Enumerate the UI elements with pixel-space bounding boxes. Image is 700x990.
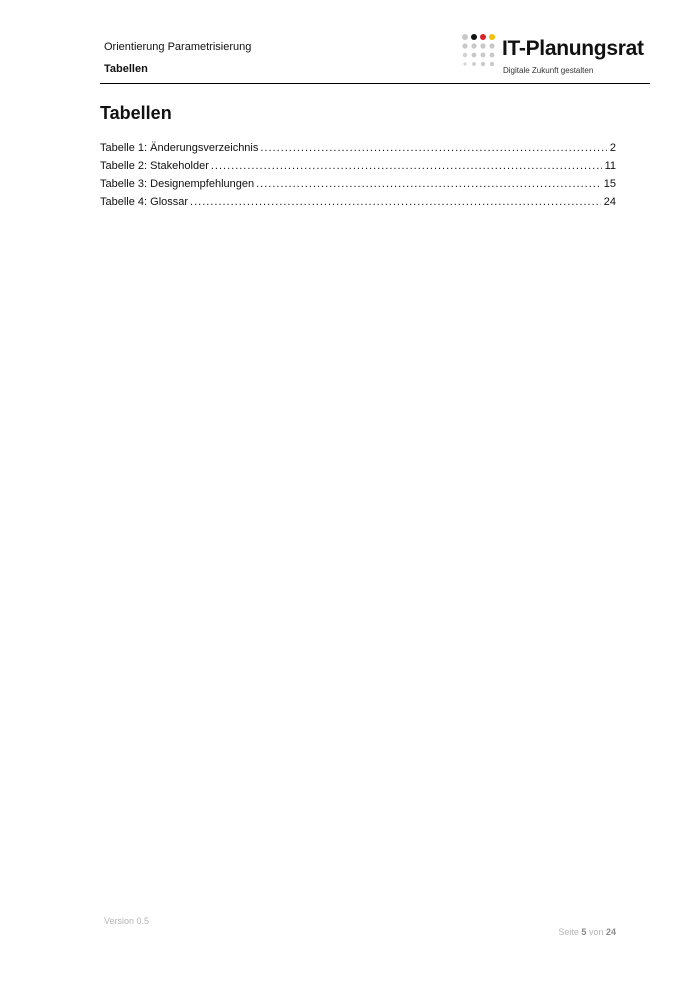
footer-page-number [558, 927, 616, 937]
logo-tagline: Digitale Zukunft gestalten [503, 66, 594, 75]
logo-dots-icon [461, 33, 497, 69]
toc-entry[interactable] [100, 175, 616, 193]
logo-title: IT-Planungsrat [502, 37, 644, 60]
toc-entry-page[interactable]: 2 [609, 142, 616, 154]
toc-entry[interactable] [100, 193, 616, 211]
page-prefix: Seite [558, 927, 579, 937]
toc-dot-leader [260, 139, 607, 157]
toc-entry-page[interactable]: 11 [604, 160, 616, 172]
current-page: 5 [581, 927, 587, 937]
header-divider [100, 83, 650, 84]
toc-dot-leader [190, 193, 601, 211]
page-title: Tabellen [100, 103, 172, 123]
header-section-title: Tabellen [104, 63, 148, 75]
toc-entry-label[interactable]: Tabelle 3: Designempfehlungen [100, 178, 255, 190]
page-separator: von [588, 927, 604, 937]
toc-entry[interactable] [100, 139, 616, 157]
toc-entry-label[interactable]: Tabelle 1: Änderungsverzeichnis [100, 142, 259, 154]
toc-dot-leader [211, 157, 602, 175]
toc-dot-leader [256, 175, 601, 193]
total-pages: 24 [605, 927, 616, 937]
toc-entry-label[interactable]: Tabelle 2: Stakeholder [100, 160, 209, 172]
table-index [100, 139, 616, 211]
toc-entry-page[interactable]: 24 [603, 196, 616, 208]
header-document-title: Orientierung Parametrisierung [104, 41, 252, 53]
it-planungsrat-logo [461, 33, 656, 79]
toc-entry-page[interactable]: 15 [603, 178, 616, 190]
footer-version: Version 0.5 [104, 916, 150, 926]
toc-entry-label[interactable]: Tabelle 4: Glossar [100, 196, 189, 208]
toc-entry[interactable] [100, 157, 616, 175]
